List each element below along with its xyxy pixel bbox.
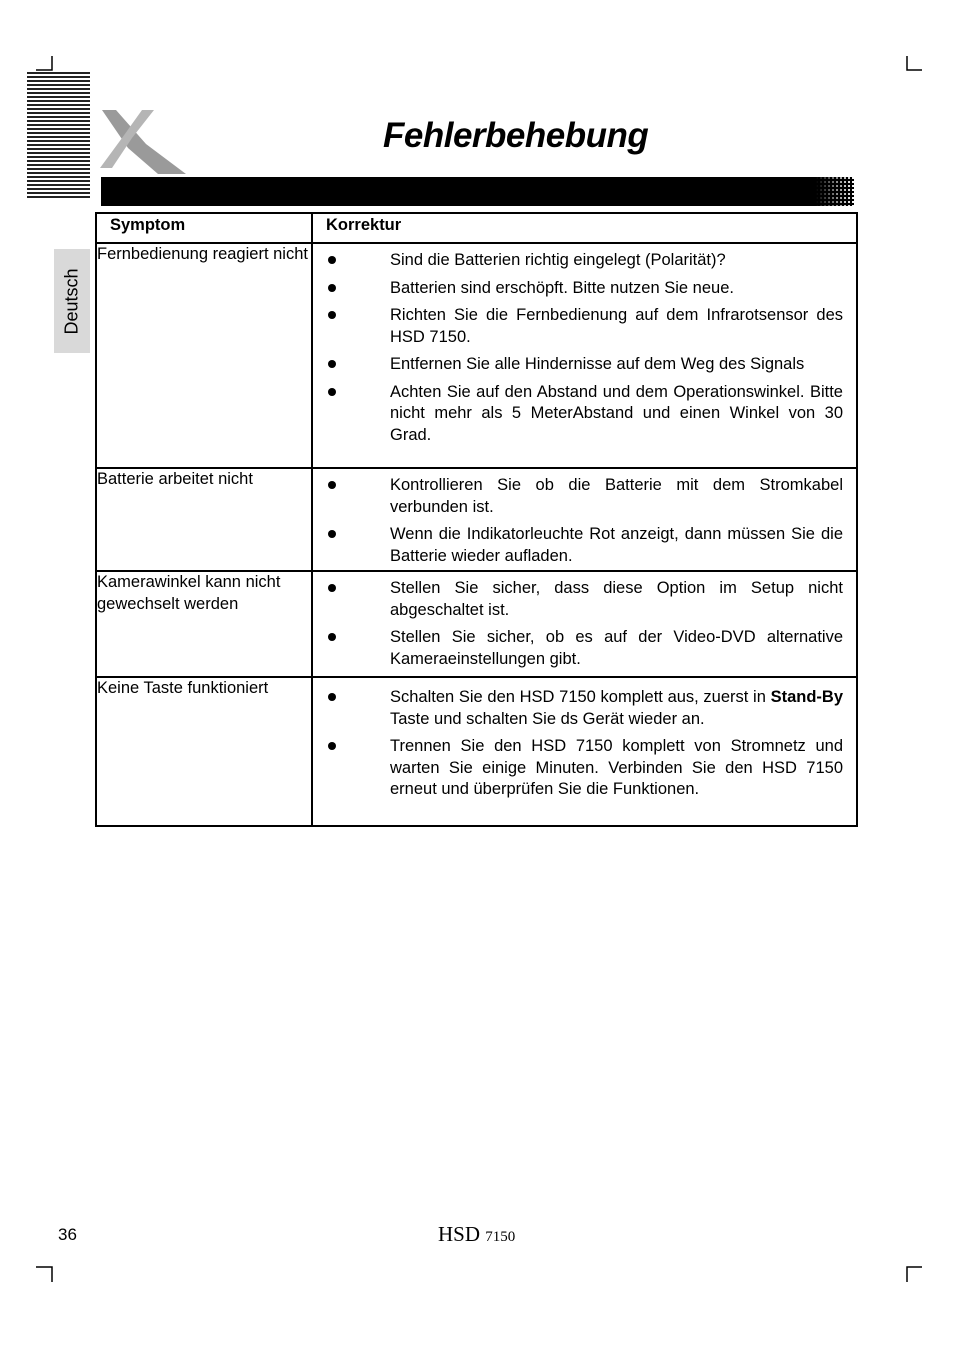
footer-model-label bbox=[438, 1222, 515, 1247]
bullet-dot-icon bbox=[328, 693, 336, 701]
table-row bbox=[96, 677, 857, 826]
troubleshooting-table bbox=[95, 212, 858, 827]
correction-text: Sind die Batterien richtig eingelegt (Polarität)? bbox=[390, 251, 726, 269]
bullet-dot-icon bbox=[328, 481, 336, 489]
column-header-symptom: Symptom bbox=[96, 213, 312, 243]
correction-cell bbox=[312, 571, 857, 677]
list-item bbox=[326, 354, 843, 376]
table-row bbox=[96, 243, 857, 468]
symptom-cell: Fernbedienung reagiert nicht bbox=[96, 243, 312, 468]
language-tab-label: Deutsch bbox=[61, 267, 82, 335]
footer-model-name: HSD bbox=[438, 1222, 481, 1246]
footer-model-number: 7150 bbox=[485, 1229, 516, 1245]
correction-text: Richten Sie die Fernbedienung auf dem Infrarotsensor des HSD 7150. bbox=[390, 306, 843, 346]
correction-cell bbox=[312, 468, 857, 571]
correction-text: Stellen Sie sicher, ob es auf der Video-DVD alternative Kameraeinstellungen gibt. bbox=[390, 628, 843, 668]
bullet-dot-icon bbox=[328, 311, 336, 319]
crop-mark-icon bbox=[906, 1266, 922, 1282]
list-item bbox=[326, 687, 843, 730]
correction-text: Entfernen Sie alle Hindernisse auf dem Weg des Signals bbox=[390, 355, 805, 373]
dot-pattern-icon bbox=[816, 177, 854, 206]
correction-cell bbox=[312, 677, 857, 826]
page-number: 36 bbox=[58, 1225, 77, 1244]
list-item bbox=[326, 278, 843, 300]
bullet-dot-icon bbox=[328, 742, 336, 750]
list-item bbox=[326, 578, 843, 621]
table-header-row bbox=[96, 213, 857, 243]
list-item bbox=[326, 524, 843, 567]
bullet-dot-icon bbox=[328, 388, 336, 396]
crop-mark-icon bbox=[906, 56, 922, 72]
bullet-dot-icon bbox=[328, 256, 336, 264]
decorative-stripes bbox=[27, 72, 90, 200]
standby-label: Stand-By bbox=[770, 688, 843, 706]
crop-mark-icon bbox=[36, 1266, 54, 1282]
correction-text: Trennen Sie den HSD 7150 komplett von Stromnetz und warten Sie einige Minuten. Verbinden Sie den HSD 7150 erneut und überprüfen Sie die Funktionen. bbox=[390, 737, 843, 798]
symptom-cell: Batterie arbeitet nicht bbox=[96, 468, 312, 571]
correction-text: Wenn die Indikatorleuchte Rot anzeigt, dann müssen Sie die Batterie wieder aufladen. bbox=[390, 525, 843, 565]
bullet-dot-icon bbox=[328, 584, 336, 592]
correction-text: Stellen Sie sicher, dass diese Option im Setup nicht abgeschaltet ist. bbox=[390, 579, 843, 619]
correction-text-part: Schalten Sie den HSD 7150 komplett aus, zuerst in bbox=[390, 688, 771, 706]
crop-mark-icon bbox=[36, 56, 54, 72]
list-item bbox=[326, 250, 843, 272]
list-item bbox=[326, 382, 843, 447]
correction-text: Achten Sie auf den Abstand und dem Operationswinkel. Bitte nicht mehr als 5 MeterAbstand und einen Winkel von 30 Grad. bbox=[390, 382, 843, 444]
bullet-dot-icon bbox=[328, 633, 336, 641]
correction-text bbox=[390, 688, 843, 728]
correction-text-part: Taste und schalten Sie ds Gerät wieder an. bbox=[390, 709, 705, 728]
symptom-cell: Kamerawinkel kann nicht gewechselt werden bbox=[96, 571, 312, 677]
page-title: Fehlerbehebung bbox=[383, 116, 649, 155]
list-item bbox=[326, 627, 843, 670]
symptom-cell: Keine Taste funktioniert bbox=[96, 677, 312, 826]
bullet-dot-icon bbox=[328, 530, 336, 538]
correction-cell bbox=[312, 243, 857, 468]
list-item bbox=[326, 475, 843, 518]
language-tab bbox=[54, 249, 90, 353]
correction-text: Kontrollieren Sie ob die Batterie mit dem Stromkabel verbunden ist. bbox=[390, 476, 843, 516]
table-row bbox=[96, 468, 857, 571]
x-logo-icon bbox=[98, 108, 198, 181]
column-header-correction: Korrektur bbox=[312, 213, 857, 243]
correction-text: Batterien sind erschöpft. Bitte nutzen Sie neue. bbox=[390, 278, 734, 297]
list-item bbox=[326, 736, 843, 801]
bullet-dot-icon bbox=[328, 284, 336, 292]
table-row bbox=[96, 571, 857, 677]
list-item bbox=[326, 305, 843, 348]
bullet-dot-icon bbox=[328, 360, 336, 368]
header-bar bbox=[101, 177, 854, 206]
